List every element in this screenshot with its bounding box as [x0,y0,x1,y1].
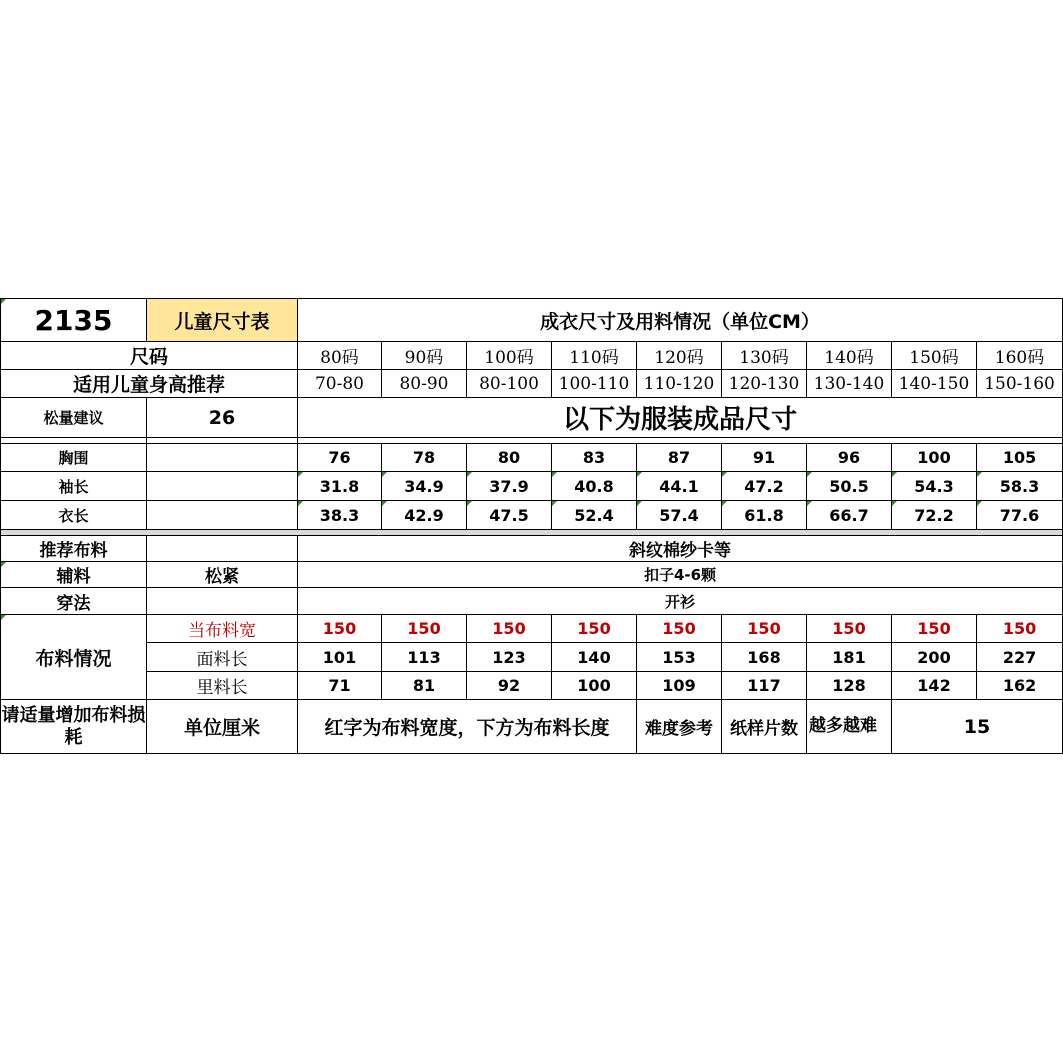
measurement-label: 衣长 [1,501,147,530]
lining-length-cell: 117 [722,672,807,700]
finished-size-banner: 以下为服装成品尺寸 [298,398,1063,438]
measurement-cell: 66.7 [807,501,892,530]
height-row-label: 适用儿童身高推荐 [1,370,298,398]
measurement-cell: 83 [552,444,637,472]
chart-title: 儿童尺寸表 [147,299,298,342]
size-cell: 80码 [298,342,382,370]
lining-length-cell: 142 [892,672,977,700]
fabric-width-cell: 150 [298,615,382,643]
measurement-cell: 40.8 [552,472,637,501]
accessory-value: 扣子4-6颗 [298,562,1063,588]
style-label: 穿法 [1,588,147,615]
size-cell: 110码 [552,342,637,370]
measurement-cell: 61.8 [722,501,807,530]
height-cell: 140-150 [892,370,977,398]
lining-length-cell: 109 [637,672,722,700]
measurement-cell: 50.5 [807,472,892,501]
size-row [1,342,1063,370]
fabric-rec-spacer [147,536,298,562]
measurement-label: 袖长 [1,472,147,501]
fabric-rec-value: 斜纹棉纱卡等 [298,536,1063,562]
height-cell: 70-80 [298,370,382,398]
style-row [1,588,1063,615]
shell-length-cell: 153 [637,643,722,672]
measurement-row-sleeve [1,472,1063,501]
shell-length-cell: 168 [722,643,807,672]
height-cell: 120-130 [722,370,807,398]
lining-length-cell: 162 [977,672,1063,700]
size-cell: 140码 [807,342,892,370]
shell-length-cell: 140 [552,643,637,672]
header-row [1,299,1063,342]
height-cell: 80-100 [467,370,552,398]
measurement-spacer [147,501,298,530]
measurement-label: 胸围 [1,444,147,472]
accessory-sub: 松紧 [147,562,298,588]
height-cell: 110-120 [637,370,722,398]
accessory-label: 辅料 [1,562,147,588]
size-cell: 160码 [977,342,1063,370]
height-cell: 130-140 [807,370,892,398]
accessory-row [1,562,1063,588]
difficulty-note: 越多越难 [807,700,892,754]
size-cell: 120码 [637,342,722,370]
lining-length-cell: 71 [298,672,382,700]
fabric-width-cell: 150 [807,615,892,643]
shell-length-cell: 101 [298,643,382,672]
width-length-note: 红字为布料宽度，下方为布料长度 [298,700,637,754]
fabric-width-cell: 150 [722,615,807,643]
measurement-cell: 31.8 [298,472,382,501]
fabric-rec-label: 推荐布料 [1,536,147,562]
size-chart-sheet [0,298,1062,754]
shell-length-label: 面料长 [147,643,298,672]
measurement-cell: 57.4 [637,501,722,530]
size-row-label: 尺码 [1,342,298,370]
lining-length-label: 里料长 [147,672,298,700]
measurement-cell: 54.3 [892,472,977,501]
height-cell: 100-110 [552,370,637,398]
measurement-row-chest [1,444,1063,472]
pieces-label: 纸样片数 [722,700,807,754]
fabric-width-cell: 150 [552,615,637,643]
height-cell: 150-160 [977,370,1063,398]
pieces-value: 15 [892,700,1063,754]
fabric-width-cell: 150 [892,615,977,643]
shell-length-cell: 181 [807,643,892,672]
fabric-info-label: 布料情况 [1,615,147,700]
measurement-cell: 44.1 [637,472,722,501]
fabric-width-cell: 150 [467,615,552,643]
measurement-cell: 76 [298,444,382,472]
fabric-width-cell: 150 [382,615,467,643]
measurement-cell: 37.9 [467,472,552,501]
height-cell: 80-90 [382,370,467,398]
difficulty-label: 难度参考 [637,700,722,754]
style-value: 开衫 [298,588,1063,615]
unit-note: 单位厘米 [147,700,298,754]
size-cell: 100码 [467,342,552,370]
fabric-width-label: 当布料宽 [147,615,298,643]
measurement-cell: 96 [807,444,892,472]
shell-length-cell: 123 [467,643,552,672]
shell-length-cell: 200 [892,643,977,672]
ease-value: 26 [147,398,298,438]
lining-length-row [1,672,1063,700]
lining-length-cell: 100 [552,672,637,700]
measurement-cell: 77.6 [977,501,1063,530]
measurement-cell: 34.9 [382,472,467,501]
ease-label: 松量建议 [1,398,147,438]
measurement-spacer [147,444,298,472]
fabric-width-row [1,615,1063,643]
lining-length-cell: 81 [382,672,467,700]
size-cell: 90码 [382,342,467,370]
chart-subtitle: 成衣尺寸及用料情况（单位CM） [298,299,1063,342]
measurement-cell: 47.5 [467,501,552,530]
fabric-rec-row [1,536,1063,562]
height-row [1,370,1063,398]
fabric-width-cell: 150 [637,615,722,643]
size-chart-table [0,298,1063,754]
measurement-cell: 72.2 [892,501,977,530]
measurement-cell: 80 [467,444,552,472]
lining-length-cell: 128 [807,672,892,700]
measurement-cell: 105 [977,444,1063,472]
shell-length-row [1,643,1063,672]
ease-row [1,398,1063,438]
fabric-width-cell: 150 [977,615,1063,643]
style-spacer [147,588,298,615]
style-code: 2135 [1,299,147,342]
measurement-cell: 91 [722,444,807,472]
shell-length-cell: 227 [977,643,1063,672]
measurement-cell: 42.9 [382,501,467,530]
measurement-row-length [1,501,1063,530]
measurement-cell: 78 [382,444,467,472]
measurement-cell: 38.3 [298,501,382,530]
measurement-cell: 58.3 [977,472,1063,501]
measurement-cell: 100 [892,444,977,472]
size-cell: 130码 [722,342,807,370]
measurement-cell: 87 [637,444,722,472]
size-cell: 150码 [892,342,977,370]
measurement-cell: 47.2 [722,472,807,501]
measurement-spacer [147,472,298,501]
shell-length-cell: 113 [382,643,467,672]
loss-note: 请适量增加布料损耗 [1,700,147,754]
measurement-cell: 52.4 [552,501,637,530]
footer-row [1,700,1063,754]
lining-length-cell: 92 [467,672,552,700]
